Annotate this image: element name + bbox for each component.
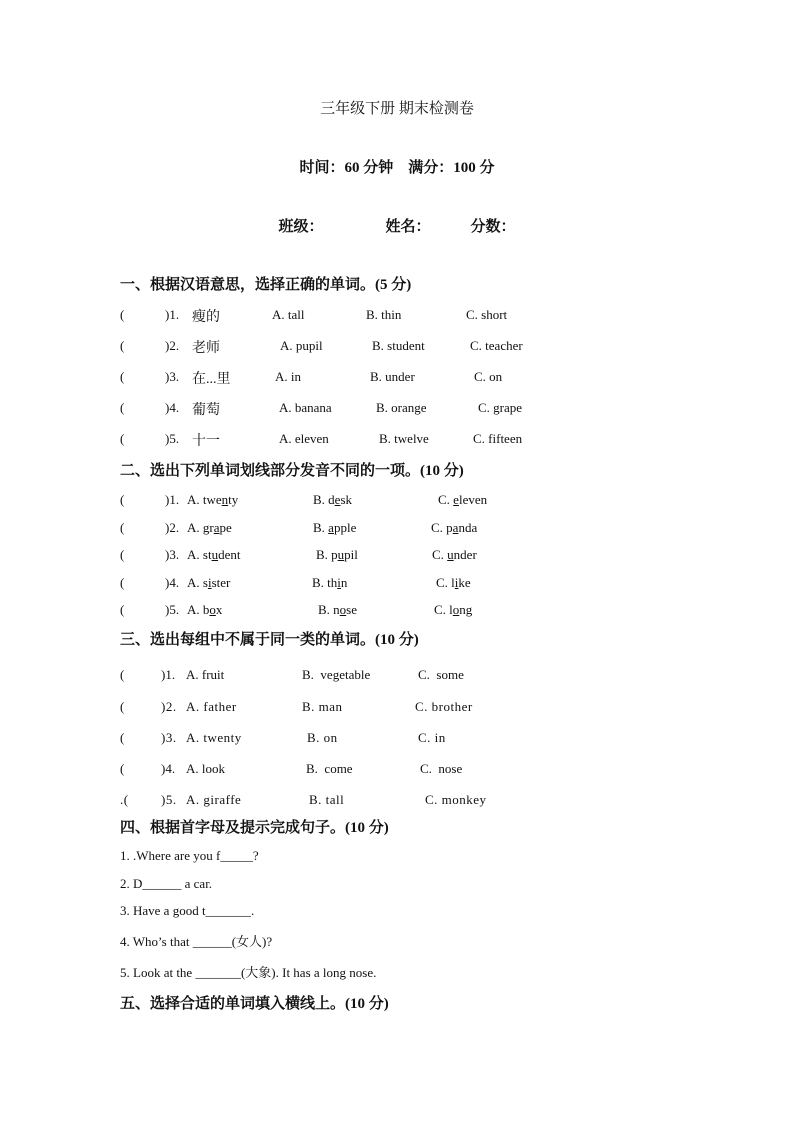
section-2-title: 二、选出下列单词划线部分发音不同的一项。(10 分) [120, 463, 464, 479]
score-label: 分数： [470, 219, 516, 235]
student-info-line [0, 215, 794, 236]
section-3-title: 三、选出每组中不属于同一类的单词。(10 分) [120, 632, 419, 648]
fill-blank-item: 2. D______ a car. [120, 876, 213, 891]
fill-blank-item: 4. Who’s that ______(女人)? [120, 934, 273, 949]
exam-time-score: 时间：60 分钟 满分：100 分 [299, 160, 495, 176]
section-5-title: 五、选择合适的单词填入横线上。(10 分) [120, 996, 389, 1012]
class-label: 班级： [278, 219, 324, 235]
fill-blank-item: 1. .Where are you f_____? [120, 848, 259, 863]
name-label: 姓名： [385, 219, 431, 235]
fill-blank-item: 3. Have a good t_______. [120, 903, 255, 918]
exam-title: 三年级下册 期末检测卷 [320, 101, 474, 117]
section-1-title: 一、根据汉语意思，选择正确的单词。(5 分) [120, 277, 412, 293]
section-4-title: 四、根据首字母及提示完成句子。(10 分) [120, 820, 389, 836]
fill-blank-item: 5. Look at the _______(大象). It has a long nose. [120, 965, 377, 980]
